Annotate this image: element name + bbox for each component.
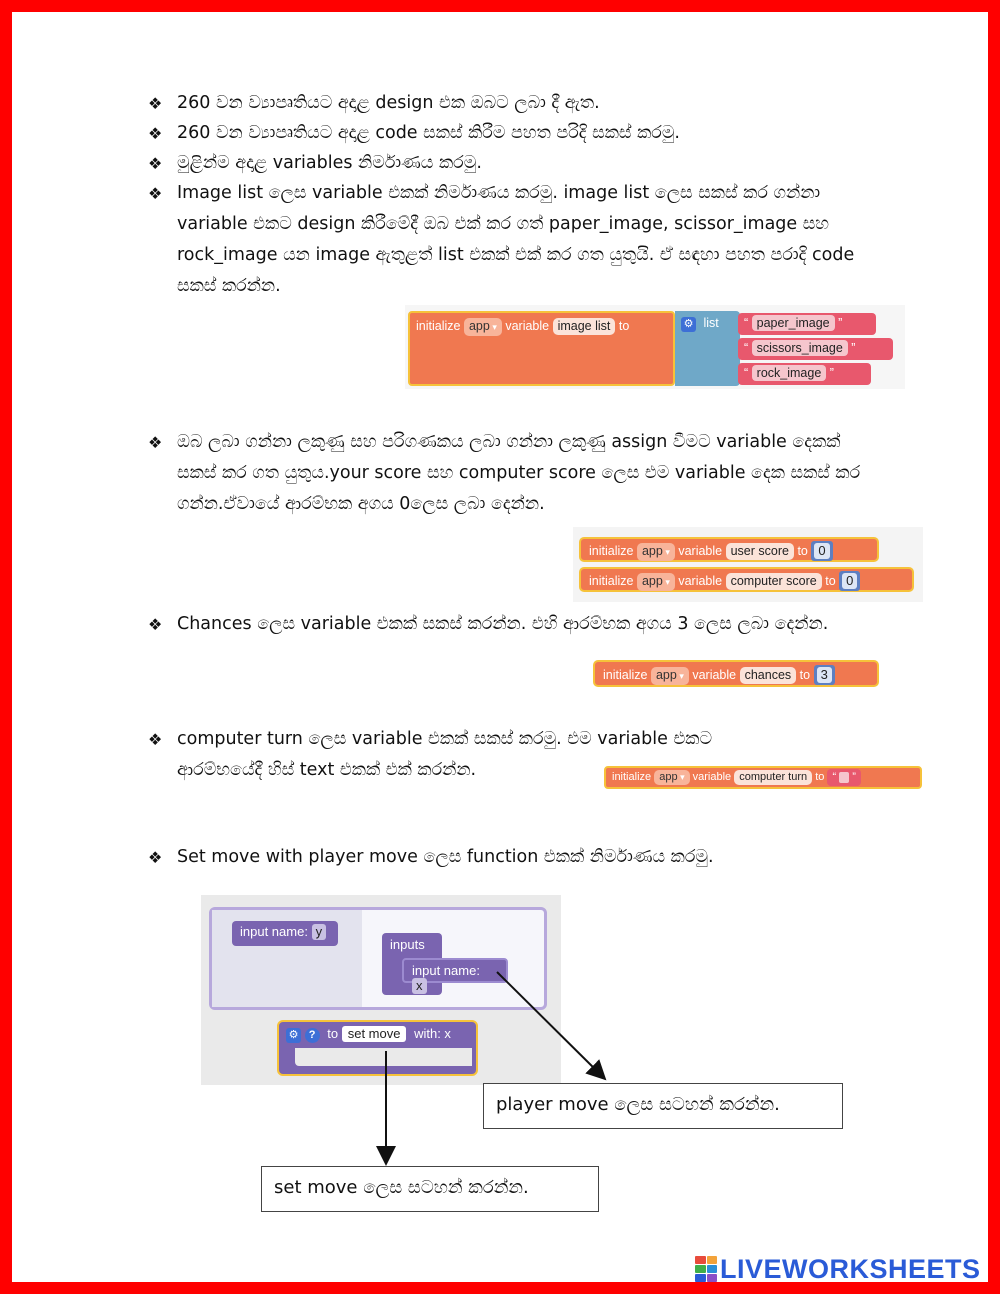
variable-name-field[interactable]: image list bbox=[553, 318, 616, 335]
inputs-label: inputs bbox=[390, 937, 425, 952]
variable-name-field[interactable]: chances bbox=[740, 667, 797, 684]
bullet-text: Set move with player move ලෙස function එකක් නිර්මාණය කරමු. bbox=[177, 847, 714, 867]
keyword-initialize: initialize bbox=[612, 771, 652, 783]
variable-name-field[interactable]: computer turn bbox=[734, 770, 812, 785]
input-name-label: input name: bbox=[240, 924, 308, 939]
variable-name-field[interactable]: user score bbox=[726, 543, 794, 560]
scope-dropdown[interactable]: app ▾ bbox=[464, 318, 502, 336]
quote-close: ” bbox=[829, 366, 834, 380]
text-value[interactable]: scissors_image bbox=[752, 340, 848, 356]
quote-open: “ bbox=[744, 316, 749, 330]
keyword-variable: variable bbox=[692, 668, 737, 682]
keyword-initialize: initialize bbox=[603, 668, 648, 682]
bullet-text: computer turn ලෙස variable එකක් සකස් කරමු. එම variable එකට ආරම්භයේදී හිස් text එකක් එක් කරන්න. bbox=[177, 729, 713, 780]
text-value[interactable]: rock_image bbox=[752, 365, 827, 381]
keyword-to: to bbox=[797, 544, 808, 558]
text-value[interactable]: paper_image bbox=[752, 315, 835, 331]
keyword-initialize: initialize bbox=[589, 544, 634, 558]
quote-open: “ bbox=[832, 771, 837, 783]
arrow-to-player-move bbox=[497, 972, 605, 1079]
number-value[interactable]: 3 bbox=[817, 667, 832, 683]
variable-name-field[interactable]: computer score bbox=[726, 573, 822, 590]
quote-open: “ bbox=[744, 366, 749, 380]
quote-close: ” bbox=[852, 771, 856, 783]
scope-dropdown[interactable]: app ▾ bbox=[651, 667, 689, 685]
keyword-variable: variable bbox=[678, 544, 723, 558]
keyword-to: to bbox=[825, 574, 836, 588]
quote-open: “ bbox=[744, 341, 749, 355]
bullet-text: 260 වන ව්‍යාපෘතියට අදාළ code සකස් කිරීම පහත පරිදි සකස් කරමු. bbox=[177, 123, 680, 143]
number-value[interactable]: 0 bbox=[814, 543, 829, 559]
bullet-icon: ❖ bbox=[148, 730, 163, 749]
quote-close: ” bbox=[838, 316, 843, 330]
keyword-list: list bbox=[703, 316, 719, 330]
callout-player-move: player move ලෙස සටහන් කරන්න. bbox=[483, 1083, 843, 1129]
keyword-to: to bbox=[618, 319, 630, 333]
logo-text: LIVEWORKSHEETS bbox=[720, 1253, 981, 1284]
input-name-field[interactable]: x bbox=[412, 978, 427, 994]
input-name-field[interactable]: y bbox=[312, 924, 327, 940]
bullet-text: 260 වන ව්‍යාපෘතියට අදාළ design එක ඔබට ලබා දී ඇත. bbox=[177, 93, 600, 113]
keyword-initialize: initialize bbox=[416, 319, 461, 333]
bullet-icon: ❖ bbox=[148, 184, 163, 203]
bullet-text: මුළින්ම අදාළ variables නිර්මාණය කරමු. bbox=[177, 153, 482, 173]
keyword-initialize: initialize bbox=[589, 574, 634, 588]
gear-icon[interactable]: ⚙ bbox=[681, 317, 696, 332]
bullet-icon: ❖ bbox=[148, 615, 163, 634]
quote-close: ” bbox=[851, 341, 856, 355]
scope-dropdown[interactable]: app ▾ bbox=[637, 543, 675, 561]
keyword-to: to bbox=[815, 771, 825, 783]
keyword-variable: variable bbox=[505, 319, 550, 333]
help-icon[interactable]: ? bbox=[305, 1028, 320, 1043]
gear-icon[interactable]: ⚙ bbox=[286, 1028, 301, 1043]
keyword-variable: variable bbox=[678, 574, 723, 588]
procedure-name-field[interactable]: set move bbox=[342, 1026, 407, 1042]
keyword-with: with: x bbox=[414, 1026, 451, 1041]
bullet-text: Chances ලෙස variable එකක් සකස් කරන්න. එහි ආරම්භක අගය 3 ලෙස ලබා දෙන්න. bbox=[177, 614, 829, 634]
bullet-icon: ❖ bbox=[148, 848, 163, 867]
logo-icon bbox=[695, 1256, 717, 1282]
bullet-text: Image list ලෙස variable එකක් නිර්මාණය කරමු. image list ලෙස සකස් කර ගන්නා variable එකට design කිරීමේදී ඔබ එක් කර ගත් paper_image, scissor_image සහ rock_image යන image ඇතුළත් list එකක් එක් කර ගත යුතුයි. ඒ සඳහා පහත පරාදි code සකස් කරන්න. bbox=[177, 183, 855, 296]
bullet-text: ඔබ ලබා ගන්නා ලකුණු සහ පරිගණකය ලබා ගන්නා ලකුණු assign වීමට variable දෙකක් සකස් කර ගත යුතුය.your score සහ computer score ලෙස එම variable දෙක සකස් කර ගන්න.ඒවායේ ආරම්භක අගය 0ලෙස ලබා දෙන්න. bbox=[177, 432, 861, 514]
bullet-icon: ❖ bbox=[148, 154, 163, 173]
bullet-icon: ❖ bbox=[148, 433, 163, 452]
bullet-icon: ❖ bbox=[148, 94, 163, 113]
liveworksheets-logo bbox=[695, 1255, 981, 1283]
number-value[interactable]: 0 bbox=[842, 573, 857, 589]
scope-dropdown[interactable]: app ▾ bbox=[654, 770, 689, 785]
scope-dropdown[interactable]: app ▾ bbox=[637, 573, 675, 591]
bullet-icon: ❖ bbox=[148, 124, 163, 143]
keyword-variable: variable bbox=[692, 771, 732, 783]
input-name-label: input name: bbox=[412, 963, 480, 978]
keyword-to: to bbox=[799, 668, 811, 682]
keyword-to: to bbox=[327, 1026, 339, 1041]
callout-set-move: set move ලෙස සටහන් කරන්න. bbox=[261, 1166, 599, 1212]
